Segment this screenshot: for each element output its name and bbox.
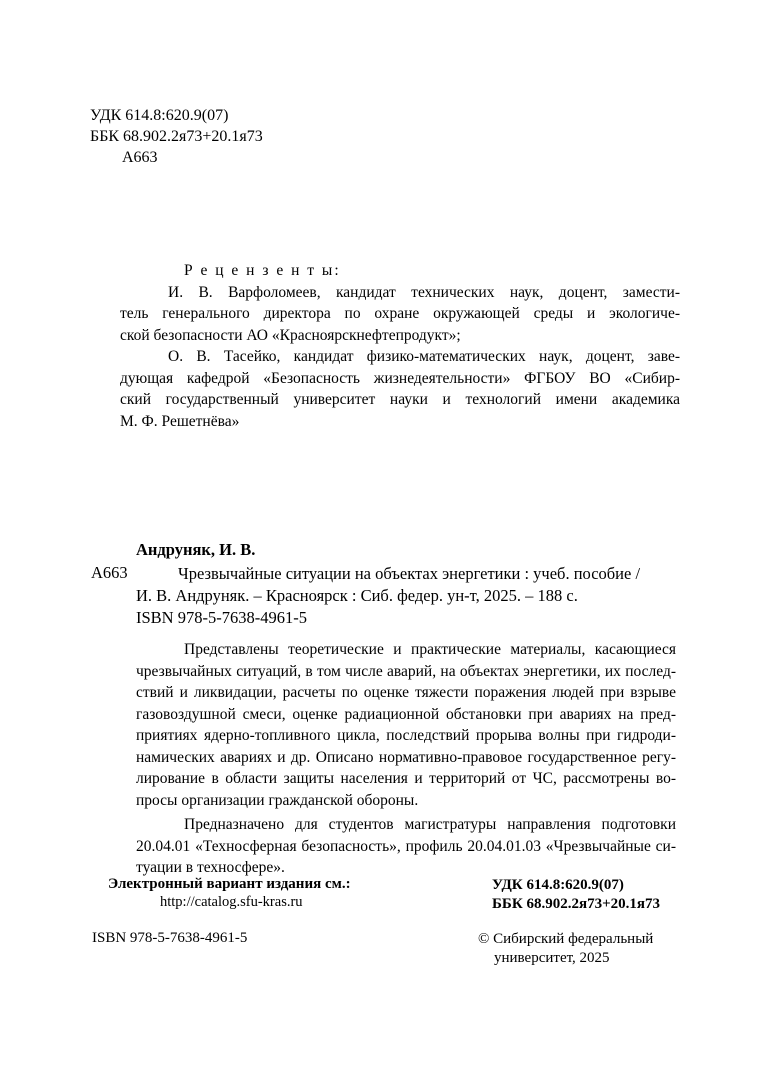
reviewer-2-line: ский государственный университет науки и технологий имени академика [120,391,680,408]
annotation-line: 20.04.01 «Техносферная безопасность», профиль 20.04.01.03 «Чрезвычайные си- [136,837,676,855]
udk-code: УДК 614.8:620.9(07) [90,107,229,124]
footer-isbn: ISBN 978-5-7638-4961-5 [92,930,248,946]
bib-publisher-line: И. В. Андруняк. – Красноярск : Сиб. федер. ун-т, 2025. – 188 с. [136,586,578,605]
annotation [136,639,676,879]
copyright-line: © Сибирский федеральный [478,931,654,947]
reviewer-1-line: ской безопасности АО «Красноярскнефтепродукт»; [120,326,461,344]
annotation-line: чрезвычайных ситуаций, в том числе аварий, на объектах энергетики, их послед- [136,662,676,680]
annotation-line: Представлены теоретические и практические материалы, касающиеся [184,641,676,658]
copyright-line: университет, 2025 [494,950,610,966]
annotation-line: туации в техносфере». [136,859,285,876]
annotation-line: газовоздушной смеси, оценке радиационной обстановки при авариях на пред- [136,705,676,723]
reviewer-1-line: тель генерального директора по охране окружающей среды и экологиче- [120,305,680,322]
annotation-line: намических авариях и др. Описано нормативно-правовое государственное регу- [136,748,676,766]
footer-classification [492,876,660,914]
bib-isbn: ISBN 978-5-7638-4961-5 [136,608,307,627]
electronic-version-title: Электронный вариант издания см.: [108,876,351,892]
reviewer-2-line: О. В. Тасейко, кандидат физико-математических наук, доцент, заве- [168,348,680,365]
bbk-code: ББК 68.902.2я73+20.1я73 [90,128,263,145]
reviewer-1-line: И. В. Варфоломеев, кандидат технических наук, доцент, замести- [168,283,680,301]
reviewer-1 [120,282,680,347]
annotation-line: лирование в области защиты населения и территорий от ЧС, рассмотрены во- [136,770,676,787]
book-author: Андруняк, И. В. [136,540,256,559]
author-sign: А663 [122,149,158,166]
catalog-link[interactable]: http://catalog.sfu-kras.ru [160,894,303,910]
bib-author-sign: А663 [91,563,128,582]
annotation-line: Предназначено для студентов магистратуры направления подготовки [184,816,676,833]
annotation-line: просы организации гражданской обороны. [136,791,419,809]
classification-block [90,105,263,168]
reviewers-section [120,260,680,432]
reviewer-2-line: дующая кафедрой «Безопасность жизнедеятельности» ФГБОУ ВО «Сибир- [120,369,680,387]
annotation-line: приятиях ядерно-топливного цикла, последствий прорыва волны при гидроди- [136,727,676,744]
footer-udk: УДК 614.8:620.9(07) [492,877,624,893]
annotation-line: ствий и ликвидации, расчеты по оценке тяжести поражения людей при взрыве [136,684,676,701]
reviewers-title: Р е ц е н з е н т ы: [184,262,341,279]
footer-bbk: ББК 68.902.2я73+20.1я73 [492,896,660,912]
bibliographic-record [136,563,672,629]
reviewer-2 [120,346,680,432]
bib-title-line: Чрезвычайные ситуации на объектах энергетики : учеб. пособие / [178,564,641,583]
reviewer-2-line: М. Ф. Решетнёва» [120,412,240,430]
copyright [478,930,653,968]
